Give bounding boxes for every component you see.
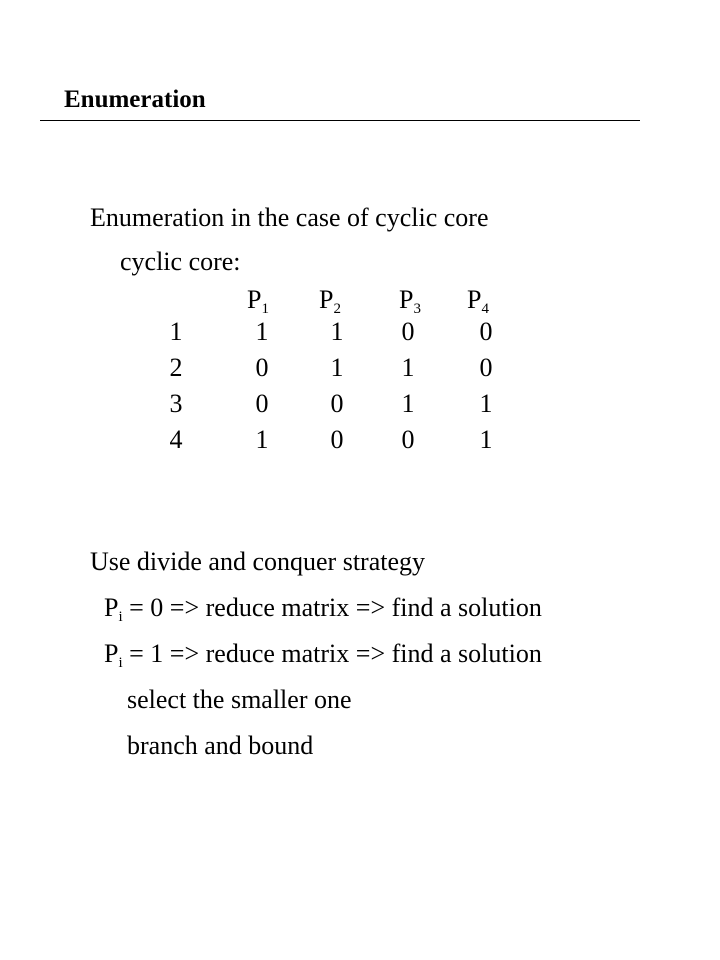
intro-text: Enumeration in the case of cyclic core: [90, 203, 489, 232]
title-divider: [40, 120, 640, 121]
matrix-cell: 1: [479, 389, 493, 418]
matrix-cell: 0: [255, 353, 269, 382]
matrix-cell: 1: [330, 317, 344, 346]
matrix-cell: 1: [255, 317, 269, 346]
matrix-cell: 1: [401, 389, 415, 418]
matrix-column-header: $P_2$: [319, 285, 341, 317]
matrix-cell: 0: [255, 389, 269, 418]
strategy-branch-text: branch and bound: [127, 731, 314, 760]
matrix-cell: 0: [401, 425, 415, 454]
matrix-row-label: 2: [169, 353, 183, 382]
matrix-column-header: $P_1$: [247, 285, 269, 317]
matrix-cell: 0: [479, 317, 493, 346]
cyclic-core-label: cyclic core:: [120, 247, 241, 276]
matrix-cell: 1: [255, 425, 269, 454]
page-title: Enumeration: [64, 86, 206, 113]
matrix-cell: 1: [330, 353, 344, 382]
matrix-column-header: $P_4$: [467, 285, 489, 317]
matrix-cell: 0: [401, 317, 415, 346]
matrix-cell: 0: [330, 425, 344, 454]
matrix-column-header: $P_3$: [399, 285, 421, 317]
strategy-case-one: $P_i = 1$ => reduce matrix => find a solution: [104, 639, 542, 671]
strategy-select-text: select the smaller one: [127, 685, 352, 714]
matrix-row-label: 4: [169, 425, 183, 454]
matrix-cell: 0: [479, 353, 493, 382]
matrix-cell: 1: [479, 425, 493, 454]
strategy-heading: Use divide and conquer strategy: [90, 547, 426, 576]
matrix-row-label: 1: [169, 317, 183, 346]
strategy-case-zero: $P_i = 0$ => reduce matrix => find a solution: [104, 593, 542, 625]
matrix-row-label: 3: [169, 389, 183, 418]
matrix-cell: 1: [401, 353, 415, 382]
matrix-cell: 0: [330, 389, 344, 418]
